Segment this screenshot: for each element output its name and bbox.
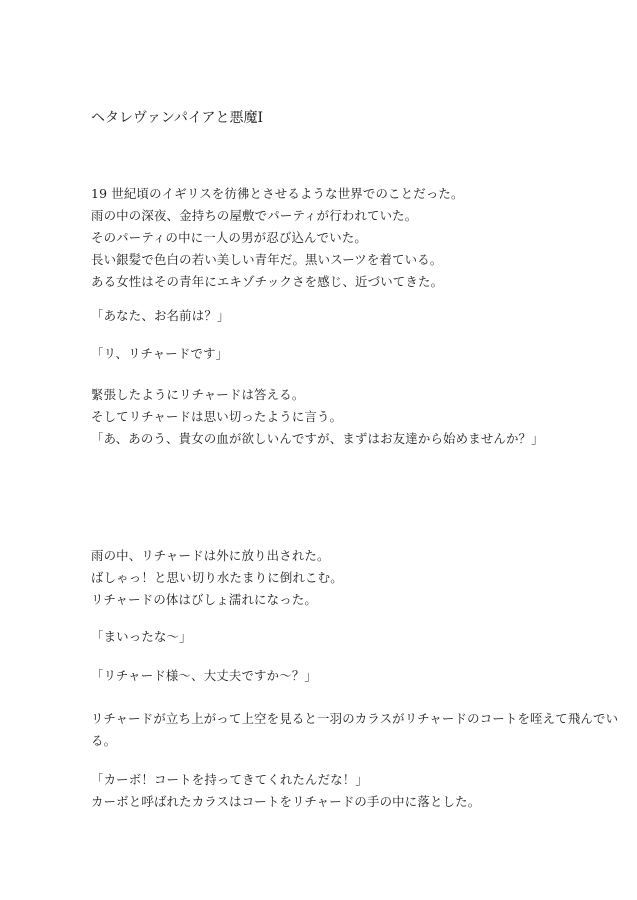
- text-line: そしてリチャードは思い切ったように言う。: [91, 409, 343, 424]
- dialogue-line: 「リチャード様～、大丈夫ですか～？」: [91, 668, 318, 683]
- text-line: カーボと呼ばれたカラスはコートをリチャードの手の中に落とした。: [91, 794, 481, 809]
- dialogue-line: 「あなた、お名前は？」: [91, 308, 230, 323]
- dialogue-line: 「カーボ！コートを持ってきてくれたんだな！」: [91, 772, 368, 787]
- text-line: 19 世紀頃のイギリスを彷彿とさせるような世界でのことだった。: [91, 186, 464, 201]
- dialogue-line: 「あ、あのう、貴女の血が欲しいんですが、まずはお友達から始めませんか？」: [91, 431, 544, 446]
- text-line: 雨の中、リチャードは外に放り出された。: [91, 548, 330, 563]
- text-line: リチャードの体はびしょ濡れになった。: [91, 592, 318, 607]
- text-line: そのパーティの中に一人の男が忍び込んでいた。: [91, 230, 368, 245]
- dialogue-line: 「リ、リチャードです」: [91, 346, 229, 361]
- text-line: ばしゃっ！と思い切り水たまりに倒れこむ。: [91, 570, 343, 585]
- dialogue-line: 「まいったな～」: [91, 629, 192, 644]
- text-line: 緊張したようにリチャードは答える。: [91, 387, 305, 402]
- story-title: ヘタレヴァンパイアと悪魔Ⅰ: [91, 110, 263, 126]
- text-line: リチャードが立ち上がって上空を見ると一羽のカラスがリチャードのコートを咥えて飛んでい: [91, 711, 619, 726]
- text-line: 長い銀髪で色白の若い美しい青年だ。黒いスーツを着ている。: [91, 252, 443, 267]
- text-line: ある女性はその青年にエキゾチックさを感じ、近づいてきた。: [91, 274, 444, 289]
- text-line: る。: [91, 733, 117, 748]
- text-line: 雨の中の深夜、金持ちの屋敷でパーティが行われていた。: [91, 208, 418, 223]
